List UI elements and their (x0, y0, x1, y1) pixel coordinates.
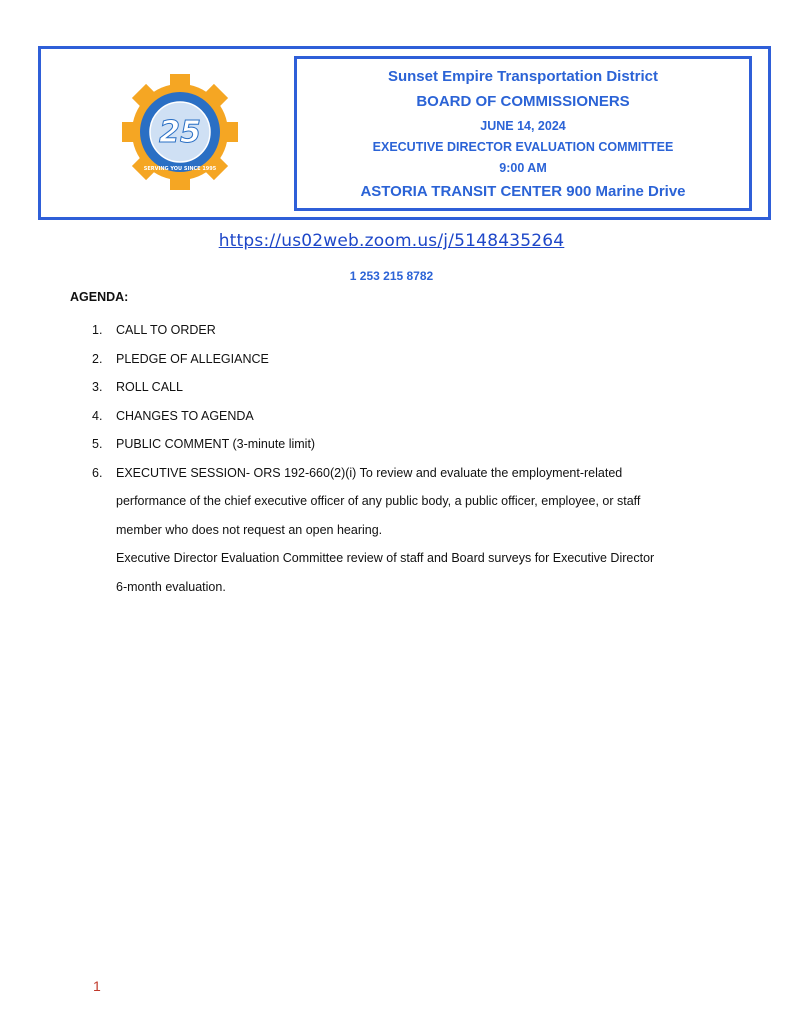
agenda-item-number: 2. (92, 351, 103, 366)
agenda-item (92, 430, 752, 459)
executive-session-line-1: EXECUTIVE SESSION- ORS 192-660(2)(i) To review and evaluate the employment-related (116, 465, 623, 480)
executive-session-line-4: Executive Director Evaluation Committee review of staff and Board surveys for Executive Director (116, 551, 655, 565)
agenda-item-text: ROLL CALL (116, 380, 183, 394)
agenda-item-text: PUBLIC COMMENT (3-minute limit) (116, 437, 316, 451)
agenda-item (92, 373, 752, 402)
agenda-item-number: 5. (92, 437, 103, 451)
executive-session-line-2: performance of the chief executive officer of any public body, a public officer, employee, or staff (116, 494, 641, 508)
page-number: 1 (93, 978, 101, 994)
agenda-item (92, 402, 752, 431)
agenda-item-number: 1. (92, 323, 103, 337)
agenda-item-text: CHANGES TO AGENDA (116, 408, 254, 423)
agenda-item (92, 345, 752, 374)
agenda-item-number: 3. (92, 380, 103, 394)
agenda-item-number: 4. (92, 408, 103, 423)
header-title-box (294, 56, 752, 211)
zoom-link[interactable]: https://us02web.zoom.us/j/5148435264 (218, 231, 565, 251)
agenda-item-text: PLEDGE OF ALLEGIANCE (116, 351, 269, 366)
meeting-date: JUNE 14, 2024 (480, 119, 566, 133)
board-name: BOARD OF COMMISSIONERS (416, 93, 630, 110)
agenda-title: AGENDA: (70, 290, 129, 304)
agenda-item-number: 6. (92, 465, 103, 480)
agenda-item (92, 459, 752, 602)
organization-name: Sunset Empire Transportation District (387, 68, 659, 85)
setd-25-logo (120, 72, 240, 192)
meeting-time: 9:00 AM (499, 161, 547, 175)
logo-lower-text: SERVING YOU SINCE 1995 (143, 166, 217, 172)
agenda-item-text: CALL TO ORDER (116, 323, 216, 337)
executive-session-line-5: 6-month evaluation. (116, 579, 226, 594)
executive-session-line-3: member who does not request an open hearing. (116, 522, 383, 537)
logo-number: 25 (159, 115, 201, 150)
meeting-location: ASTORIA TRANSIT CENTER 900 Marine Drive (360, 183, 686, 200)
committee-name: EXECUTIVE DIRECTOR EVALUATION COMMITTEE (372, 140, 674, 154)
agenda-list (92, 316, 752, 601)
agenda-item (92, 316, 752, 345)
dial-in-phone: 1 253 215 8782 (349, 269, 434, 283)
